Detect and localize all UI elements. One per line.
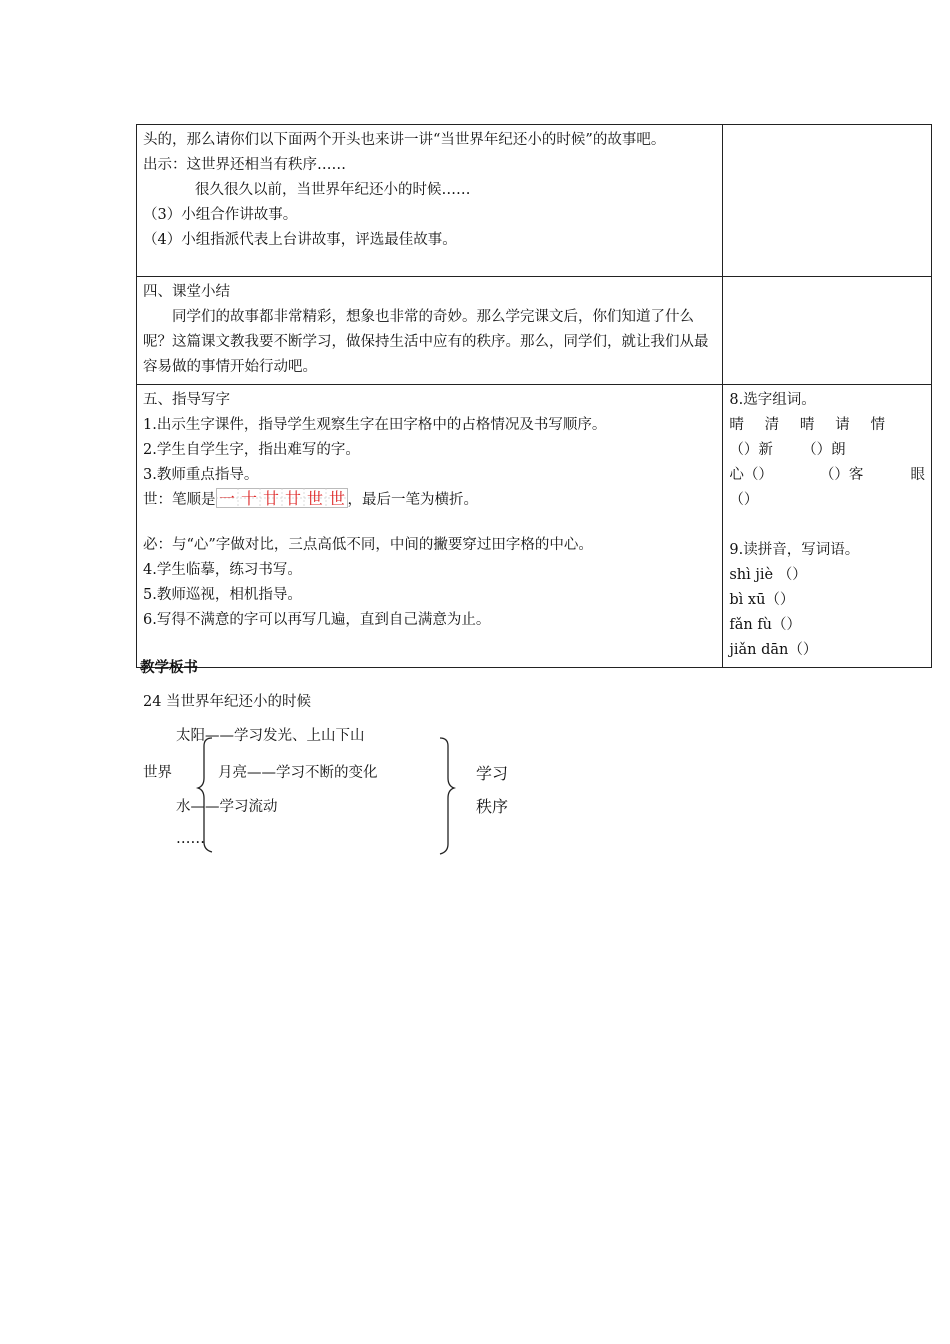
notes-cell bbox=[723, 125, 932, 277]
word-blank: （） bbox=[729, 492, 759, 508]
exercise-9-title: 9.读拼音，写词语。 bbox=[729, 542, 860, 558]
char-option: 情 bbox=[870, 417, 885, 433]
char-option: 晴 bbox=[729, 417, 744, 433]
pinyin-item: bì xū（） bbox=[729, 592, 795, 608]
exercise-8-row2 bbox=[729, 463, 925, 488]
pinyin-item: jiǎn dān（） bbox=[729, 642, 818, 658]
writing-cell bbox=[137, 385, 723, 668]
writing-step-3: 3.教师重点指导。 bbox=[143, 467, 259, 483]
stroke-order-char: 十 bbox=[240, 489, 257, 508]
bi-guidance: 必：与“心”字做对比，三点高低不同，中间的撇要穿过田字格的中心。 bbox=[143, 537, 593, 553]
stroke-order-char: 廿 bbox=[284, 489, 301, 508]
word-blank: （）客 bbox=[819, 467, 864, 483]
story-prompt-2: 很久很久以前，当世界年纪还小的时候…… bbox=[195, 182, 471, 198]
writing-step-6: 6.写得不满意的字可以再写几遍，直到自己满意为止。 bbox=[143, 612, 491, 628]
board-water: 水——学习流动 bbox=[176, 799, 278, 815]
story-intro-text: 头的，那么请你们以下面两个开头也来讲一讲“当世界年纪还小的时候”的故事吧。 bbox=[143, 132, 666, 148]
board-world: 世界 bbox=[143, 765, 172, 781]
table-row bbox=[137, 125, 932, 277]
story-prompt-1: 出示：这世界还相当有秩序…… bbox=[143, 157, 346, 173]
stroke-order-char: 一 bbox=[218, 489, 235, 508]
exercise-8-title: 8.选字组词。 bbox=[729, 392, 816, 408]
shi-suffix: ，最后一笔为横折。 bbox=[347, 492, 478, 508]
char-option: 晴 bbox=[799, 417, 815, 433]
stroke-order-char: 世 bbox=[306, 489, 323, 508]
board-etc: …… bbox=[176, 831, 205, 847]
lesson-table bbox=[136, 124, 932, 668]
board-heading: 教学板书 bbox=[140, 659, 198, 676]
word-blank: 心（） bbox=[729, 467, 773, 483]
board-learn: 学习 bbox=[476, 764, 509, 783]
board-order: 秩序 bbox=[476, 797, 509, 816]
shi-guidance bbox=[143, 488, 716, 513]
exercise-8-chars bbox=[729, 413, 925, 438]
summary-cell bbox=[137, 277, 723, 385]
table-row bbox=[137, 385, 932, 668]
summary-paragraph: 同学们的故事都非常精彩，想象也非常的奇妙。那么学完课文后，你们知道了什么呢？这篇课文教我要不断学习，做保持生活中应有的秩序。那么，同学们，就让我们从最容易做的事情开始行动吧。 bbox=[143, 309, 709, 375]
notes-cell bbox=[723, 277, 932, 385]
char-option: 请 bbox=[835, 417, 850, 433]
exercise-8-row1 bbox=[729, 438, 925, 463]
pinyin-item: shì jiè （） bbox=[729, 567, 807, 583]
board-moon: 月亮——学习不断的变化 bbox=[218, 765, 378, 781]
writing-step-1: 1.出示生字课件，指导学生观察生字在田字格中的占格情况及书写顺序。 bbox=[143, 417, 607, 433]
board-sun: 太阳——学习发光、上山下山 bbox=[176, 728, 365, 744]
summary-heading: 四、课堂小结 bbox=[143, 284, 230, 300]
writing-step-4: 4.学生临摹，练习书写。 bbox=[143, 562, 302, 578]
stroke-order-char: 世 bbox=[328, 489, 345, 508]
stroke-order-char: 廿 bbox=[262, 489, 279, 508]
writing-step-2: 2.学生自学生字，指出难写的字。 bbox=[143, 442, 360, 458]
shi-prefix: 世：笔顺是 bbox=[143, 492, 216, 508]
right-brace bbox=[440, 738, 454, 854]
stroke-order-image bbox=[216, 488, 348, 508]
word-blank: （）朗 bbox=[802, 442, 846, 458]
lesson-cell bbox=[137, 125, 723, 277]
step-group-story: （3）小组合作讲故事。 bbox=[143, 207, 298, 223]
writing-step-5: 5.教师巡视，相机指导。 bbox=[143, 587, 302, 603]
word-blank: 眼 bbox=[910, 467, 925, 483]
pinyin-item: fǎn fù（） bbox=[729, 617, 802, 633]
writing-heading: 五、指导写字 bbox=[143, 392, 230, 408]
char-option: 清 bbox=[764, 417, 780, 433]
word-blank: （）新 bbox=[729, 442, 773, 458]
step-present-story: （4）小组指派代表上台讲故事，评选最佳故事。 bbox=[143, 232, 457, 248]
board-title: 24 当世界年纪还小的时候 bbox=[143, 694, 312, 710]
table-row bbox=[137, 277, 932, 385]
exercise-cell bbox=[723, 385, 932, 668]
